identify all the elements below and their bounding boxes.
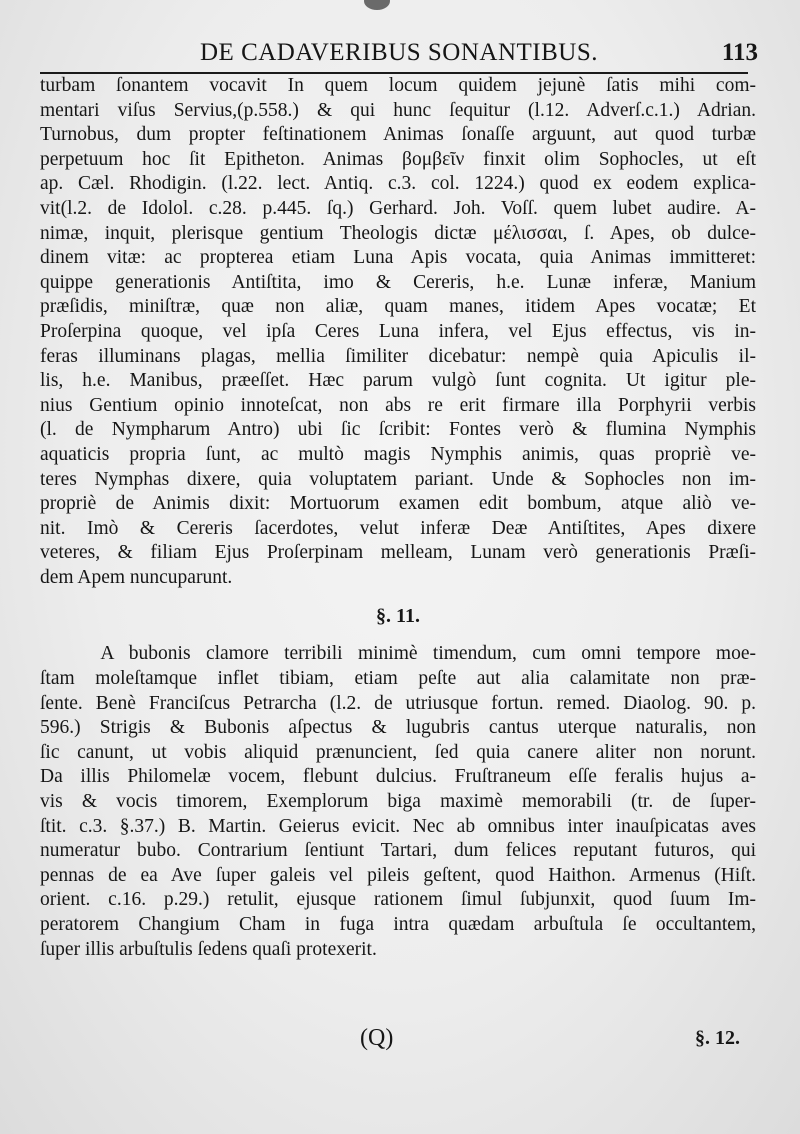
text-line: feras illuminans plagas, mellia ſimiliter dicebatur: nempè quia Apiculis il-: [40, 345, 756, 367]
text-line: dinem vitæ: ac propterea etiam Luna Apis vocata, quia Animas immitteret:: [40, 247, 756, 269]
text-line: ſente. Benè Franciſcus Petrarcha (l.2. de utriusque fortun. remed. Diaolog. 90. p.: [40, 692, 756, 714]
signature-mark: (Q): [360, 1025, 394, 1051]
text-line: peratorem Changium Cham in fuga intra quædam arbuſtula ſe occultantem,: [40, 914, 756, 935]
text-line: veteres, & filiam Ejus Proſerpinam melleam, Lunam verò generationis Præſi-: [40, 542, 756, 564]
page-number: 113: [721, 39, 758, 66]
text-line: Proſerpina quoque, vel ipſa Ceres Luna infera, vel Ejus effectus, vis in-: [40, 320, 756, 342]
body-text: [40, 74, 756, 962]
text-line: Turnobus, dum propter feſtinationem Animas ſonaſſe arguunt, aut quod turbæ: [40, 124, 756, 146]
text-line: numeratur bubo. Contrarium ſentiunt Tartari, dum felices reputant futuros, qui: [40, 840, 756, 862]
text-line: quippe generationis Antiſtita, imo & Cereris, h.e. Lunæ inferæ, Manium: [40, 271, 756, 293]
text-line: Da illis Philomelæ vocem, flebunt dulcius. Fruſtraneum eſſe feralis hujus a-: [40, 766, 756, 788]
text-line: turbam ſonantem vocavit In quem locum quidem jejunè ſatis mihi com-: [40, 75, 756, 96]
ink-blot: [364, 0, 390, 10]
text-line: dem Apem nuncuparunt.: [40, 566, 233, 588]
text-line: vis & vocis timorem, Exemplorum biga maximè memorabili (tr. de ſuper-: [40, 791, 756, 813]
text-line: præſidis, miniſtræ, quæ non aliæ, quam manes, itidem Apes vocatæ; Et: [40, 296, 756, 318]
page-footer: [40, 1018, 740, 1058]
text-line: propriè de Animis dixit: Mortuorum examen edit bombum, atque aliò ve-: [40, 493, 756, 515]
text-line: 596.) Strigis & Bubonis aſpectus & lugubris cantus uterque naturalis, non: [40, 717, 756, 739]
text-line: aquaticis propria ſunt, ac multò magis Nymphis animis, quas propriè ve-: [40, 443, 756, 465]
text-line: pennas de ea Ave ſuper galeis vel pileis geſtent, quod Haithon. Armenus (Hiſt.: [40, 864, 756, 886]
text-line: nit. Imò & Cereris ſacerdotes, velut inferæ Deæ Antiſtites, Apes dixere: [40, 517, 756, 539]
text-line: (l. de Nympharum Antro) ubi ſic ſcribit: Fontes verò & flumina Nymphis: [40, 419, 756, 441]
paragraph-2: [40, 642, 756, 962]
text-line: ſtit. c.3. §.37.) B. Martin. Geierus evicit. Nec ab omnibus inter inauſpicatas aves: [40, 815, 756, 837]
running-title: DE CADAVERIBUS SONANTIBUS.: [200, 39, 598, 66]
text-line: teres Nymphas dixere, quia voluptatem pariant. Unde & Sophocles non im-: [40, 468, 756, 490]
text-line: nimæ, inquit, plerisque gentium Theologis dictæ μέλισσαι, ſ. Apes, ob dulce-: [40, 222, 756, 244]
paragraph-1: [40, 74, 756, 590]
text-line: lis, h.e. Manibus, præeſſet. Hæc parum vulgò ſunt cognita. Ut igitur ple-: [40, 370, 756, 392]
text-line: A bubonis clamore terribili minimè timendum, cum omni tempore moe-: [40, 643, 756, 665]
text-line: ſuper illis arbuſtulis ſedens quaſi protexerit.: [40, 938, 377, 960]
text-line: ſtam moleſtamque inflet tibiam, etiam peſte aut alia calamitate non præ-: [40, 668, 756, 690]
text-line: nius Gentium opinio innoteſcat, non abs re erit firmare illa Porphyrii verbis: [40, 394, 756, 416]
section-heading: §. 11.: [376, 605, 420, 628]
catchword: §. 12.: [695, 1027, 740, 1049]
text-line: ſic canunt, ut vobis aliquid prænuncient, ſed quia canere aliter non norunt.: [40, 741, 756, 763]
text-line: mentari viſus Servius,(p.558.) & qui hunc ſequitur (l.12. Adverſ.c.1.) Adrian.: [40, 99, 756, 121]
text-line: ap. Cæl. Rhodigin. (l.22. lect. Antiq. c.3. col. 1224.) quod ex eodem explica-: [40, 173, 756, 195]
text-line: orient. c.16. p.29.) retulit, ejusque rationem ſimul ſubjunxit, quod ſuum Im-: [40, 889, 756, 911]
page-header: [40, 36, 758, 70]
text-line: perpetuum hoc ſit Epitheton. Animas βομβεῖν finxit olim Sophocles, ut eſt: [40, 148, 756, 170]
text-line: vit(l.2. de Idolol. c.28. p.445. ſq.) Gerhard. Joh. Voſſ. quem lubet audire. A-: [40, 197, 756, 219]
